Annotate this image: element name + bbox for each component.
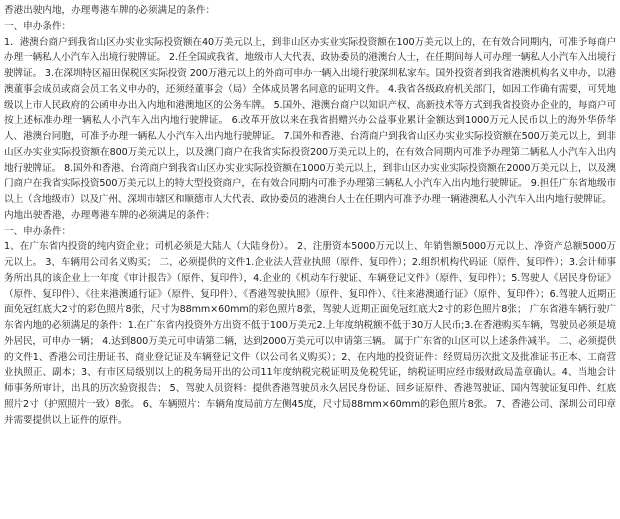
mainland-conditions-paragraph: 1、在广东省内投资的纯内资企业；司机必须是大陆人（大陆身份）。 2、注册资本5000万元以上、年销售额5000万元以上、净资产总额5000万元以上。 3、车辆用公司名义购买； 二、必须提供的文件1.企业法人营业执照（原件、复印件）；2.组织机构代码证（原件、复印件）；3.会计师事务所出具的该企业上一年度《审计报告》（原件、复印件），4.企业的《机动车行驶证、车辆登记文件》（原件、复印件）；5.驾驶人《居民身份证》（原件、复印件）、《往来港澳通行证》（原件、复印件）、《香港驾驶执照》（原件、复印件）、《往来港澳通行证》（原件、复印件）；6.驾驶人近期正面免冠红底大2寸的彩色照片8张，尺寸为88mm×60mm的彩色照片8张，驾驶人近期正面免冠红底大2寸的彩色照片8张； 广东省港车辆行驶广东省内地的必须满足的条件：1.在广东省内投资外方出资不低于100万美元2.上年度纳税额不低于30万人民币;3.在香港购买车辆，驾驶员必须是境外居民，可申办一辆； 4.达到800万美元可申请第二辆，达到2000万美元可以申请第三辆。 属于广东省的山区可以上述条件减半。 二、必须提供的文件1、香港公司注册证书、商业登记证及车辆登记文件（以公司名义购买）；2、在内地的投资证件：经贸局历次批文及批准证书正本、工商营业执照正、副本；3、有市区局级别以上的税务局开出的公司11年度纳税完税证明及免税凭证，纳税证明应经市级财政局盖章确认。4、当地会计师事务所审计，出具的历次验资报告； 5、驾驶人员资料：提供香港驾驶员永久居民身份证、回乡证原件、香港驾驶证、国内驾驶证复印件、红底照片2寸（护照照片一致）8张。 6、车辆照片：车辆角度局前方左侧45度，尺寸局88mm×60mm的彩色照片8张。 7、香港公司、深圳公司印章并需要提供以上证件的原件。 [4,241,616,426]
hk-conditions-paragraph: 1．港澳台商户到我省山区办实业实际投资额在40万美元以上，到非山区办实业实际投资额在100万美元以上的，在有效合同期内，可准予每商户办理一辆私人小汽车入出境行驶牌证。 2.任全国或我省、地级市人大代表、政协委员的港澳台人士，在任期间每人可办理一辆私人小汽车入出境行驶牌证。 3.在深圳特区福田保税区实际投资 200万港元以上的外商可申办一辆入出境行驶深圳私家车。国外投资者到我省港澳机构名义申办，以港澳董事会成员或商会员工名义申办的，还须经董事会（局）全体成员署名同意的证明文件。 4.我省各级政府机关部门，如因工作确有需要，可凭地级以上市人民政府的公函申办出入内地和港澳地区的公务车牌。 5.国外、港澳台商户以知识产权、高新技术等方式到我省投资办企业的，每商户可按上述标准办理一辆私人小汽车入出内地行驶牌证。 6.改革开放以来在我省捐赠兴办公益事业累计金额达到1000万元人民币以上的海外华侨华人、港澳台同胞，可准予办理一辆私人小汽车入出内地行驶牌证。 7.国外和香港、台湾商户到我省山区办实业实际投资额在500万美元以上，到非山区办实业实际投资额在800万美元以上，以及澳门商户在我省实际投资200万美元以上的，在有效合同期内可准予办理第二辆私人小汽车入出内地行驶牌证。 8.国外和香港、台湾商户到我省山区办实业实际投资额在1000万美元以上，到非山区办实业实际投资额在2000万美元以上，以及澳门商户在我省实际投资500万美元以上的特大型投资商户，在有效合同期内可准予办理第三辆私人小汽车入出内地行驶牌证。 9.担任广东省地级市以上（含地级市）以及广州、深圳市辖区和顺德市人大代表、政协委员的港澳台人士在任期内可准予办理一辆港澳私人小汽车入出内地行驶牌证。 [4,36,616,205]
hk-section-title: 香港出驶内地，办理粤港车牌的必须满足的条件： [4,5,216,16]
mainland-section-subtitle: 一、申办条件： [4,225,72,237]
mainland-section-title: 内地出驶香港，办理粤港车牌的必须满足的条件： [4,209,216,221]
hk-section-subtitle: 一、申办条件： [4,20,72,32]
